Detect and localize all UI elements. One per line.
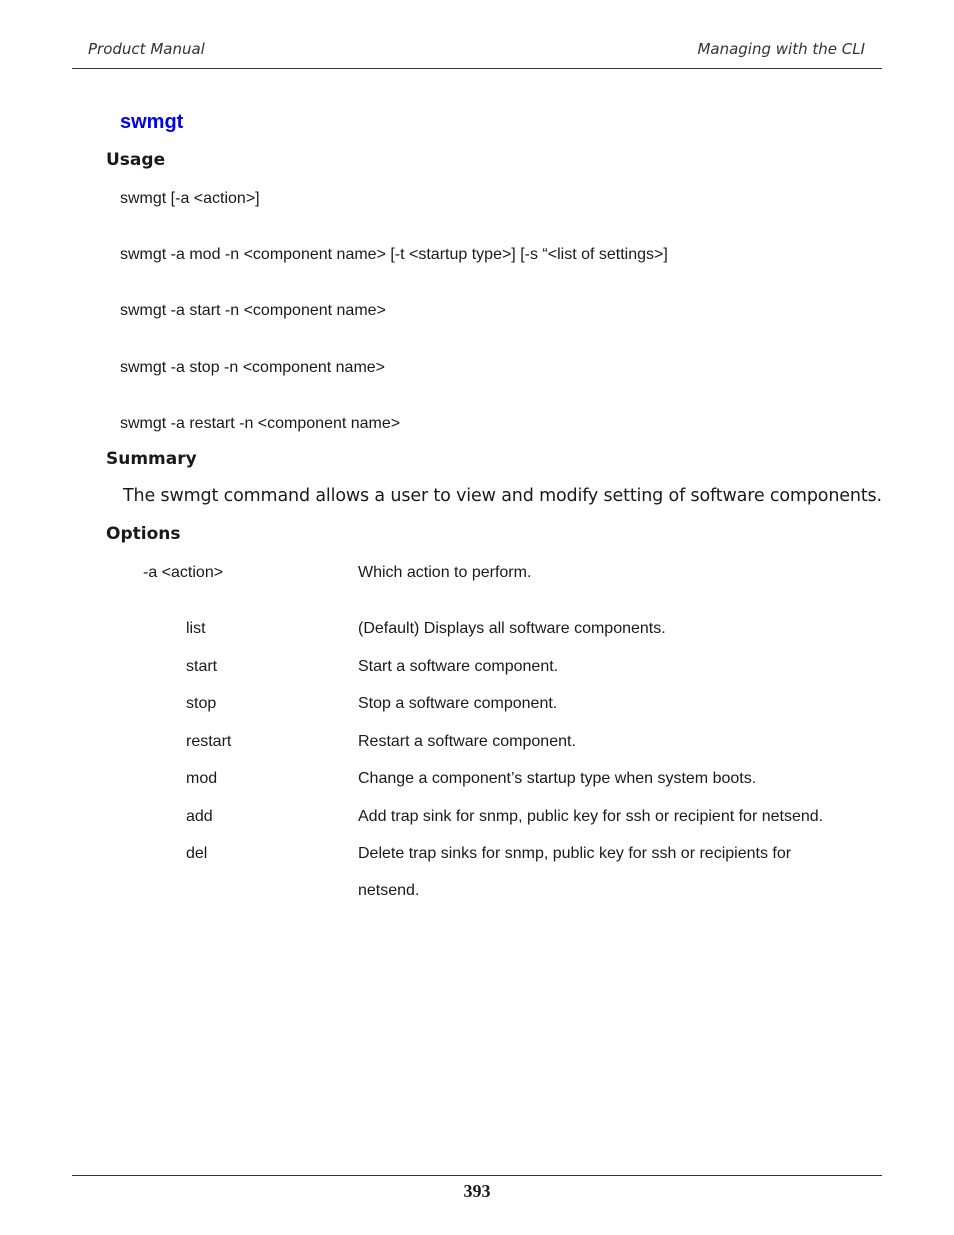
header-rule — [72, 68, 882, 69]
header-product-manual: Product Manual — [88, 40, 205, 58]
action-description: Delete trap sinks for snmp, public key for ssh or recipients for — [358, 845, 792, 862]
action-name: list — [186, 620, 206, 637]
action-description: Change a component’s startup type when system boots. — [358, 770, 757, 787]
action-description: Start a software component. — [358, 658, 559, 675]
summary-heading: Summary — [106, 449, 197, 469]
action-description-continuation: netsend. — [358, 882, 420, 899]
usage-line: swmgt -a stop -n <component name> — [120, 359, 386, 376]
action-name: mod — [186, 770, 218, 787]
action-name: start — [186, 658, 218, 675]
usage-line: swmgt [-a <action>] — [120, 190, 260, 207]
action-name: del — [186, 845, 208, 862]
header-section-title: Managing with the CLI — [697, 40, 865, 58]
command-title: swmgt — [120, 111, 184, 133]
option-description: Which action to perform. — [358, 564, 532, 581]
action-description: Restart a software component. — [358, 733, 576, 750]
option-flag: -a <action> — [143, 564, 224, 581]
action-description: Add trap sink for snmp, public key for ssh or recipient for netsend. — [358, 808, 824, 825]
action-description: (Default) Displays all software components. — [358, 620, 666, 637]
action-description: Stop a software component. — [358, 695, 558, 712]
usage-line: swmgt -a start -n <component name> — [120, 302, 386, 319]
page-number: 393 — [463, 1181, 491, 1201]
usage-line: swmgt -a restart -n <component name> — [120, 415, 401, 432]
action-name: stop — [186, 695, 217, 712]
options-heading: Options — [106, 524, 181, 544]
usage-line: swmgt -a mod -n <component name> [-t <startup type>] [-s “<list of settings>] — [120, 246, 668, 263]
action-name: restart — [186, 733, 232, 750]
usage-heading: Usage — [106, 150, 166, 170]
action-name: add — [186, 808, 213, 825]
summary-text: The swmgt command allows a user to view and modify setting of software components. — [123, 486, 882, 506]
footer-rule — [72, 1175, 882, 1176]
